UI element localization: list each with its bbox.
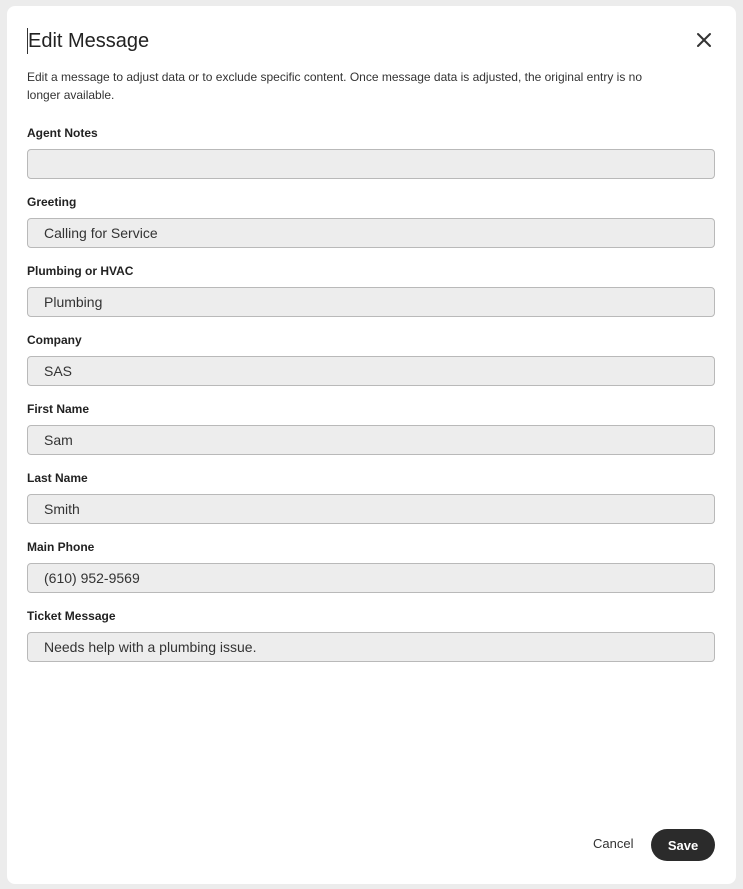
first-name-input[interactable] [27,425,715,455]
field-label: Last Name [27,471,88,485]
close-button[interactable] [694,30,714,50]
field-greeting [27,195,715,248]
field-label: Plumbing or HVAC [27,264,134,278]
field-label: First Name [27,402,90,416]
field-label: Ticket Message [27,609,116,623]
field-first-name [27,402,715,455]
field-label: Greeting [27,195,77,209]
field-ticket-message [27,609,715,662]
ticket-message-input[interactable] [27,632,715,662]
edit-message-dialog [7,6,736,884]
field-last-name [27,471,715,524]
save-button[interactable]: Save [651,829,715,861]
close-icon [694,30,714,50]
field-agent-notes [27,126,715,179]
field-main-phone [27,540,715,593]
agent-notes-input[interactable] [27,149,715,179]
plumbing-or-hvac-input[interactable] [27,287,715,317]
dialog-description: Edit a message to adjust data or to exclude specific content. Once message data is adjusted, the original entry is no longer available. [27,70,643,102]
cancel-button[interactable]: Cancel [585,834,641,852]
field-plumbing-or-hvac [27,264,715,317]
field-label: Agent Notes [27,126,98,140]
field-label: Company [27,333,82,347]
last-name-input[interactable] [27,494,715,524]
field-company [27,333,715,386]
greeting-input[interactable] [27,218,715,248]
field-label: Main Phone [27,540,95,554]
dialog-title: Edit Message [28,30,150,52]
main-phone-input[interactable] [27,563,715,593]
company-input[interactable] [27,356,715,386]
